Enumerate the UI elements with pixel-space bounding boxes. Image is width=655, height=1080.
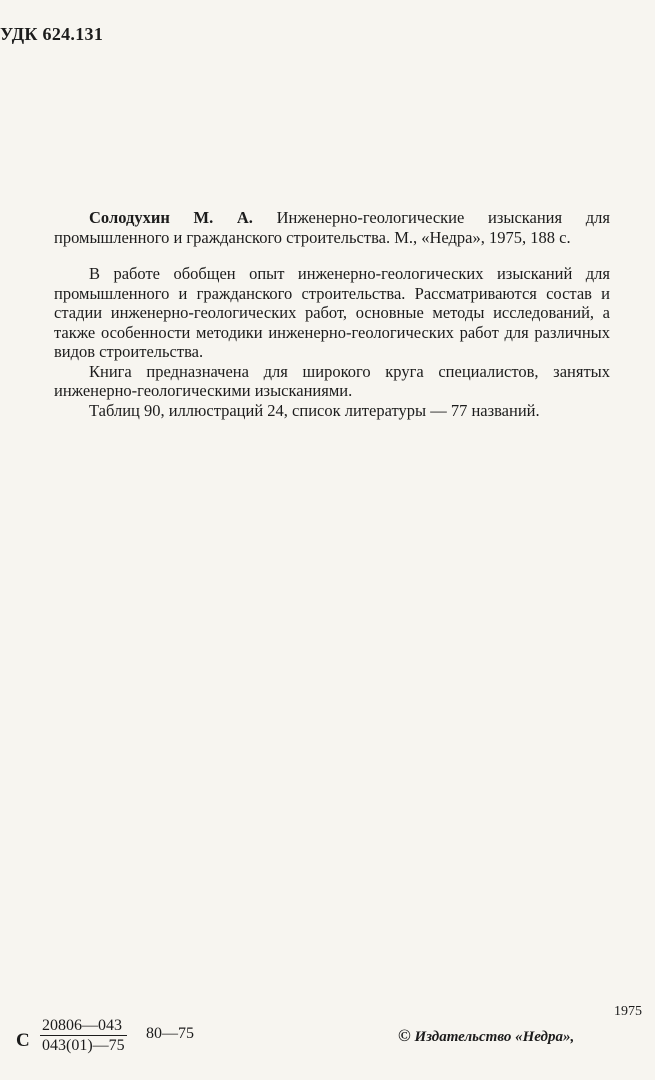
- annotation: [54, 264, 610, 420]
- catalog-letter: С: [16, 1030, 30, 1051]
- fraction-denominator: 043(01)—75: [42, 1037, 125, 1054]
- catalog-fraction: [40, 1016, 127, 1055]
- copyright-separator: ,: [570, 1029, 575, 1045]
- author-name: Солодухин М. А.: [89, 208, 253, 227]
- copyright-icon: ©: [398, 1026, 411, 1045]
- publication-year: 1975: [614, 1004, 642, 1019]
- catalog-code: 80—75: [146, 1025, 194, 1042]
- bibliographic-text: Инженерно-геологические изыскания для промышленного и гражданского строительства. М., «Недра», 1975, 188 с.: [54, 208, 610, 247]
- imprint-footer: [0, 1004, 655, 1066]
- fraction-numerator: 20806—043: [40, 1016, 127, 1036]
- copyright-notice: [398, 1026, 574, 1046]
- annotation-paragraph: Книга предназначена для широкого круга специалистов, занятых инженерно-геологическими изысканиями.: [54, 361, 610, 400]
- bibliographic-entry: [54, 208, 610, 247]
- publisher-name: Издательство «Недра»: [414, 1029, 571, 1045]
- annotation-paragraph: Таблиц 90, иллюстраций 24, список литературы — 77 названий.: [89, 400, 540, 420]
- udk-code: УДК 624.131: [0, 24, 104, 44]
- annotation-paragraph: В работе обобщен опыт инженерно-геологических изысканий для промышленного и гражданского строительства. Рассматриваются состав и стадии инженерно-геологических работ, основные методы исследований, а также особенности методики инженерно-геологических работ для различных видов строительства.: [54, 264, 610, 361]
